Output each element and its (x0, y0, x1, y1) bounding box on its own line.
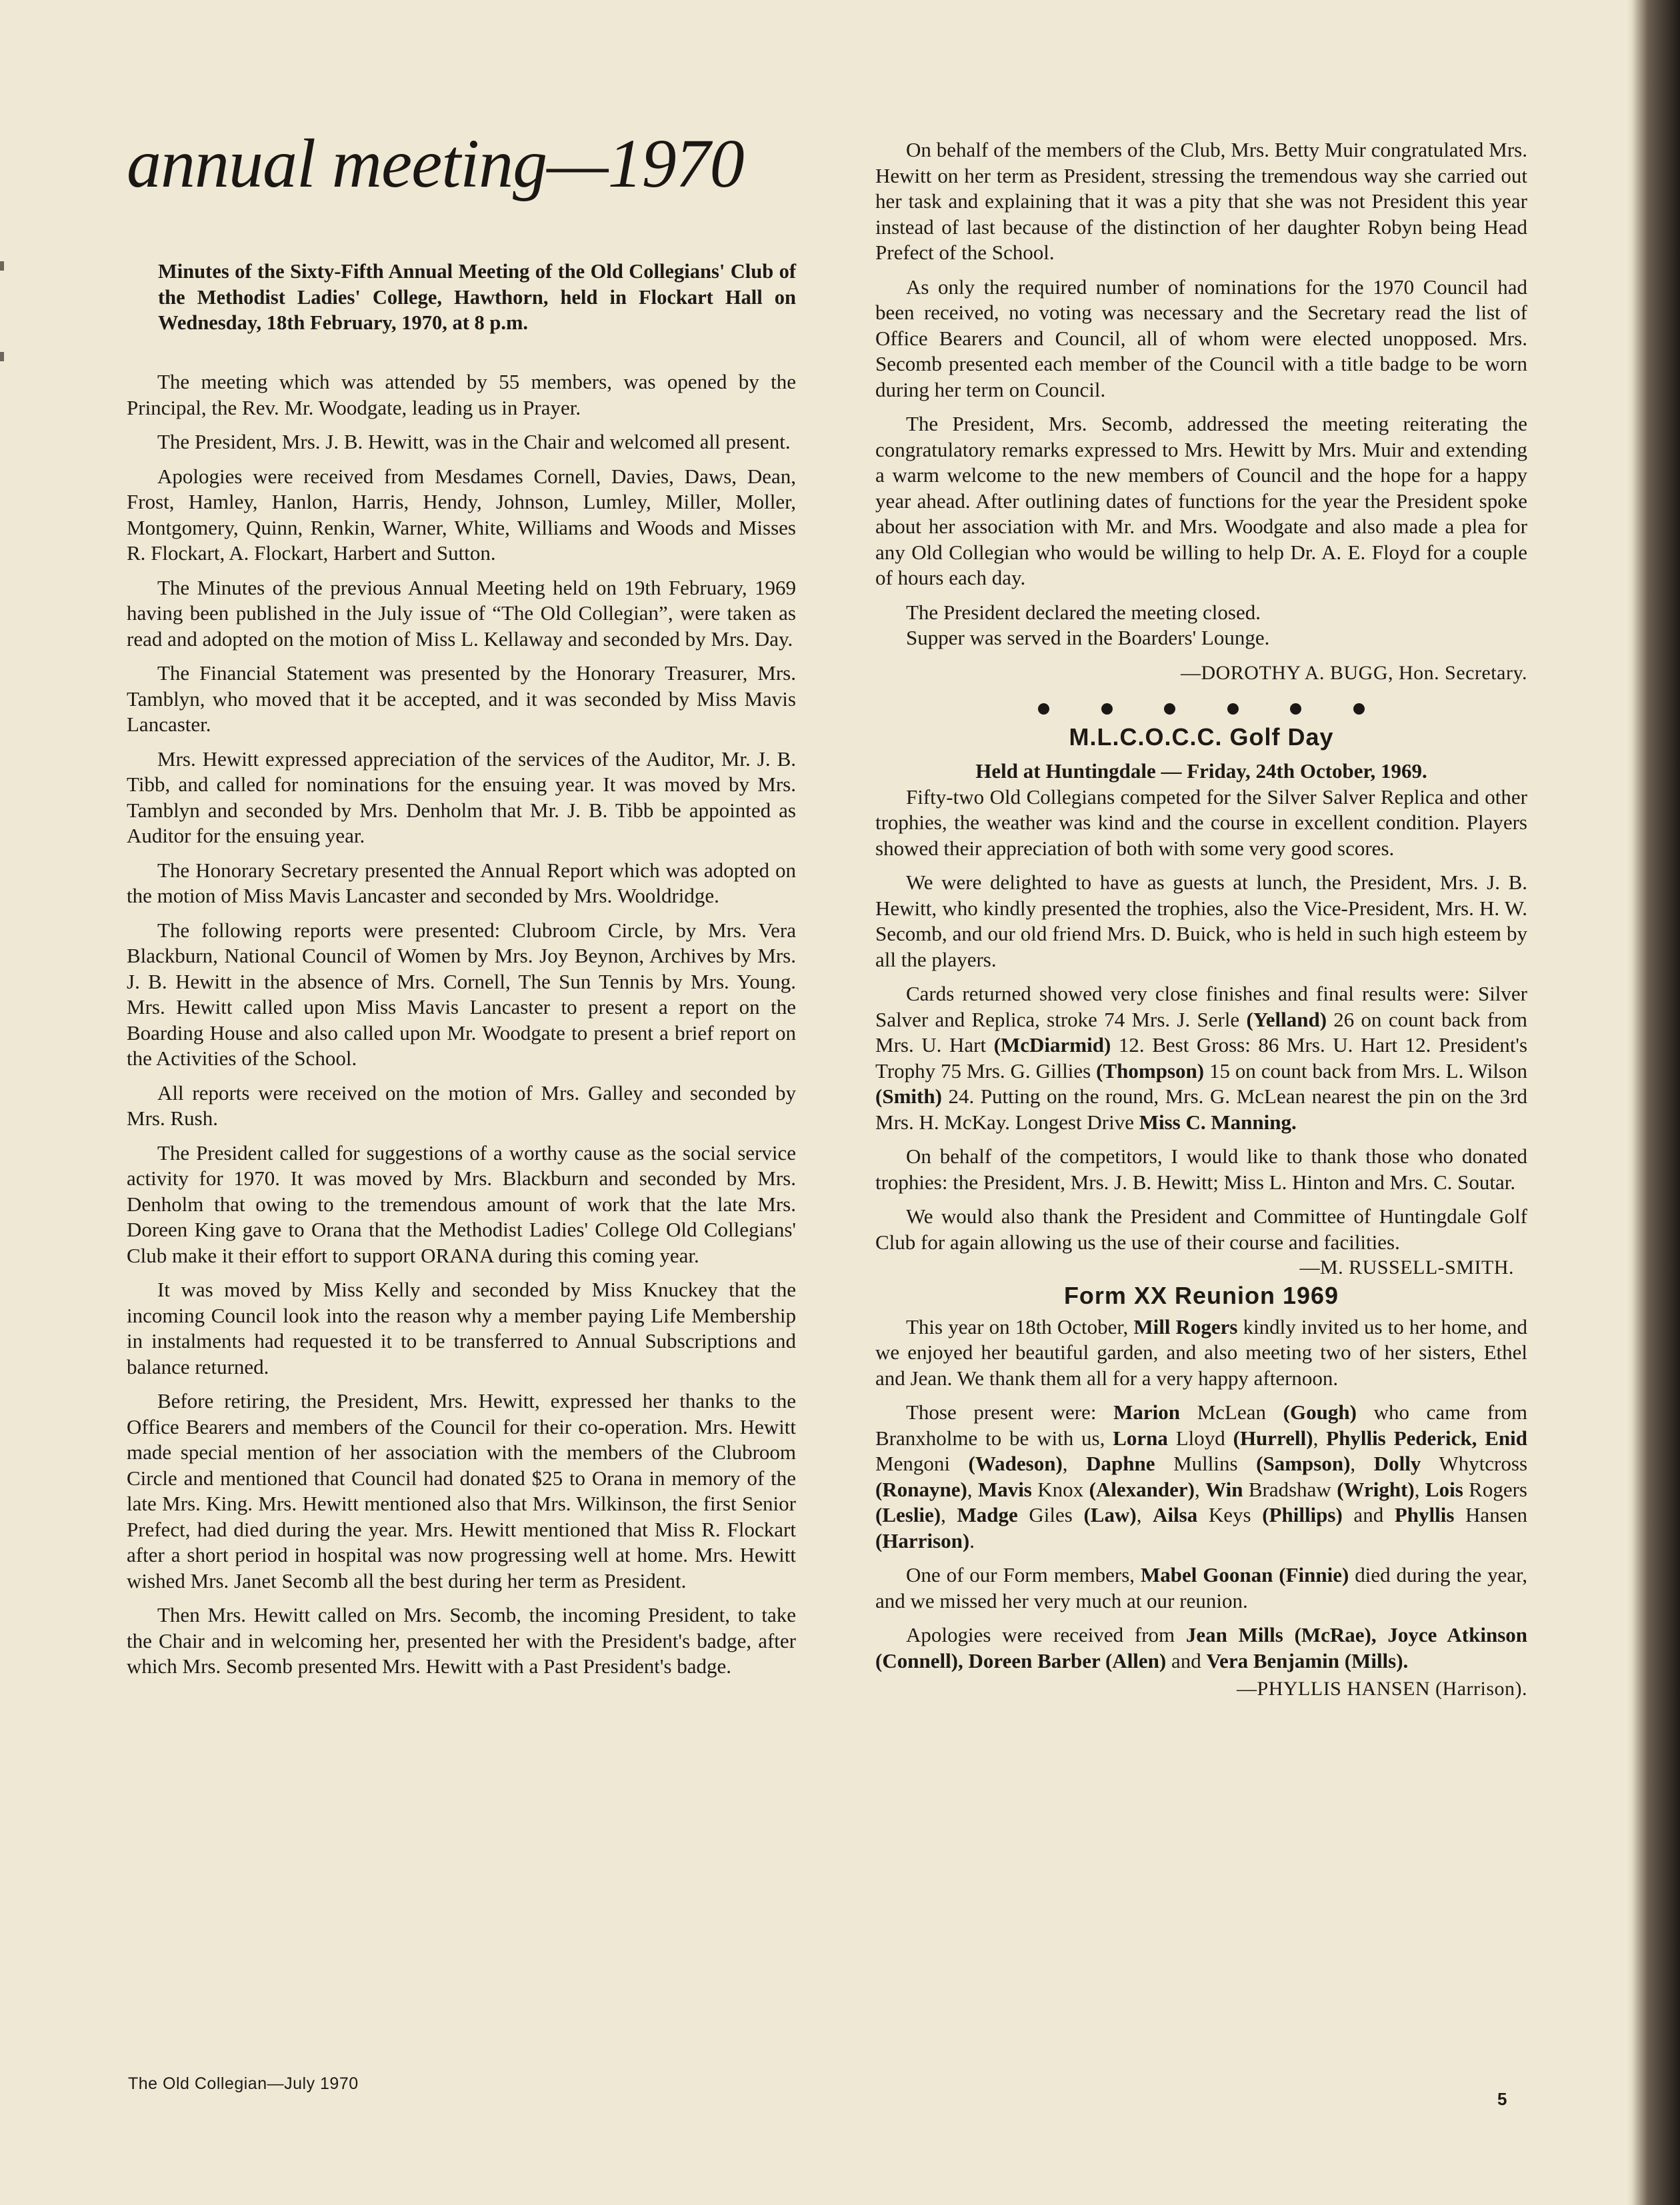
text-run: Jean Mills (McRae), Joyce Atkinson (Connell), Doreen Barber (Allen) (875, 1623, 1527, 1672)
golf-results-paragraph (875, 981, 1527, 1135)
text-run: 24. Putting on the round, Mrs. G. McLean nearest the pin on the 3rd Mrs. H. McKay. Longest Drive (875, 1085, 1527, 1134)
paragraph: The President, Mrs. J. B. Hewitt, was in the Chair and welcomed all present. (157, 430, 791, 453)
paragraph: Mrs. Hewitt expressed appreciation of the services of the Auditor, Mr. J. B. Tibb, and called for nominations for the ensuing year. It was moved by Mrs. Tamblyn and seconded by Mrs. Denholm that Mr. J. B. Tibb be appointed as Auditor for the ensuing year. (127, 747, 796, 847)
text-run: (Smith) (875, 1085, 942, 1108)
page-edge-shadow (1627, 0, 1680, 2205)
text-run: (McDiarmid) (993, 1033, 1111, 1057)
closing-line: The President declared the meeting closed. (906, 600, 1261, 624)
scan-mark (0, 261, 4, 271)
footer-publication: The Old Collegian—July 1970 (128, 2074, 359, 2093)
text-run: One of our Form members, (906, 1563, 1141, 1586)
page-number: 5 (1497, 2089, 1507, 2109)
reunion-apologies-paragraph (875, 1622, 1527, 1674)
separator-dot (1038, 703, 1049, 715)
paragraph: The Minutes of the previous Annual Meeting held on 19th February, 1969 having been published in the July issue of “The Old Collegian”, were taken as read and adopted on the motion of Miss L. Kellaway and seconded by Mrs. Day. (127, 575, 796, 651)
paragraph: The following reports were presented: Clubroom Circle, by Mrs. Vera Blackburn, National Council of Women by Mrs. Joy Beynon, Archives by Mrs. J. B. Hewitt in the absence of Mrs. Cornell, The Sun Tennis by Mrs. Young. Mrs. Hewitt called upon Miss Mavis Lancaster to present a report on the Boarding House and also called upon Mr. Woodgate to present a brief report on the Activities of the School. (127, 918, 796, 1070)
text-run: kindly invited us to her home, and we enjoyed her beautiful garden, and also meeting two of her sisters, Ethel and Jean. We thank them all for a very happy afternoon. (875, 1314, 1528, 1390)
signature: —PHYLLIS HANSEN (Harrison). (1237, 1678, 1527, 1700)
paragraph: Then Mrs. Hewitt called on Mrs. Secomb, the incoming President, to take the Chair and in welcoming her, presented her with the President's badge, after which Mrs. Secomb presented Mrs. Hewitt with a Past President's badge. (127, 1603, 796, 1678)
text-run: Vera Benjamin (Mills). (1206, 1648, 1409, 1672)
paragraph: The President, Mrs. Secomb, addressed the meeting reiterating the congratulatory remarks expressed to Mrs. Hewitt by Mrs. Muir and extending a warm welcome to the new members of Council and the hope for a happy year ahead. After outlining dates of functions for the year the President spoke about her association with Mr. and Mrs. Woodgate and also made a plea for any Old Collegian who would be willing to help Dr. A. E. Floyd for a couple of hours each day. (875, 412, 1527, 589)
text-run: (Thompson) (1096, 1059, 1205, 1083)
paragraph: We were delighted to have as guests at lunch, the President, Mrs. J. B. Hewitt, who kindly presented the trophies, also the Vice-President, Mrs. H. W. Secomb, and our old friend Mrs. D. Buick, who is held in such high esteem by all the players. (875, 871, 1527, 971)
paragraph: We would also thank the President and Committee of Huntingdale Golf Club for again allowing us the use of their course and facilities. (875, 1204, 1527, 1254)
right-column (875, 137, 1527, 1702)
separator-dot (1290, 703, 1301, 715)
paragraph: The meeting which was attended by 55 members, was opened by the Principal, the Rev. Mr. Woodgate, leading us in Prayer. (127, 370, 796, 419)
text-run: This year on 18th October, (906, 1314, 1134, 1338)
reunion-attendees-paragraph (875, 1400, 1527, 1554)
paragraph: Apologies were received from Mesdames Cornell, Davies, Daws, Dean, Frost, Hamley, Hanlon, Harris, Hendy, Johnson, Lumley, Miller, Moller, Montgomery, Quinn, Renkin, Warner, White, Williams and Woods and Misses R. Flockart, A. Flockart, Harbert and Sutton. (127, 464, 796, 565)
text-run: died during the year, and we missed her very much at our reunion. (875, 1563, 1528, 1612)
golf-heading: M.L.C.O.C.C. Golf Day (1069, 723, 1334, 751)
paragraph: The President called for suggestions of a worthy cause as the social service activity for 1970. It was moved by Mrs. Blackburn and seconded by Mrs. Denholm that owing to the tremendous amount of work that the late Mrs. Doreen King gave to Orana that the Methodist Ladies' College Old Collegians' Club make it their effort to support ORANA during this coming year. (127, 1140, 796, 1267)
paragraph: Before retiring, the President, Mrs. Hewitt, expressed her thanks to the Office Bearers and members of the Council for their co-operation. Mrs. Hewitt made special mention of her association with the members of the Clubroom Circle and mentioned that Council had donated $25 to Orana in memory of the late Mrs. King. Mrs. Hewitt mentioned also that Mrs. Wilkinson, the first Senior Prefect, had died during the year. Mrs. Hewitt mentioned that Miss R. Flockart after a short period in hospital was now progressing well at home. Mrs. Hewitt wished Mrs. Janet Secomb all the best during her term as President. (127, 1389, 796, 1592)
text-run: Marion McLean (Gough) who came from Branxholme to be with us, Lorna Lloyd (Hurrell), Phyllis Pederick, Enid Mengoni (Wadeson), Daphne Mullins (Sampson), Dolly Whytcross (Ronayne), Mavis Knox (Alexander), Win Bradshaw (Wright), Lois Rogers (Leslie), Madge Giles (Law), Ailsa Keys (Phillips) and Phyllis Hansen (Harrison). (875, 1400, 1528, 1552)
text-run: 26 on count back from Mrs. U. Hart (875, 1007, 1527, 1057)
closing-line: Supper was served in the Boarders' Lounge. (906, 626, 1270, 649)
paragraph: It was moved by Miss Kelly and seconded by Miss Knuckey that the incoming Council look into the reason why a member paying Life Membership in instalments had requested it to be transferred to Annual Subscriptions and balance returned. (127, 1278, 796, 1378)
reunion-heading: Form XX Reunion 1969 (1063, 1281, 1339, 1309)
paragraph: As only the required number of nominations for the 1970 Council had been received, no voting was necessary and the Secretary read the list of Office Bearers and Council, all of whom were elected unopposed. Mrs. Secomb presented each member of the Council with a title badge to be worn during her term on Council. (875, 275, 1527, 401)
signature: —DOROTHY A. BUGG, Hon. Secretary. (1180, 661, 1527, 684)
separator-dot (1101, 703, 1113, 715)
text-run: Miss C. Manning. (1139, 1110, 1297, 1134)
scan-mark (0, 352, 4, 361)
text-run: 15 on count back from Mrs. L. Wilson (1204, 1059, 1527, 1083)
page-title: annual meeting—1970 (127, 125, 744, 202)
separator-dot (1353, 703, 1365, 715)
text-run: (Yelland) (1246, 1007, 1327, 1031)
reunion-paragraph (875, 1562, 1527, 1614)
left-column (127, 369, 796, 1688)
paragraph: All reports were received on the motion of Mrs. Galley and seconded by Mrs. Rush. (127, 1081, 796, 1130)
text-run: Mill Rogers (1133, 1314, 1238, 1338)
paragraph: The Honorary Secretary presented the Annual Report which was adopted on the motion of Miss Mavis Lancaster and seconded by Mrs. Wooldridge. (127, 858, 796, 907)
text-run: and (1166, 1648, 1207, 1672)
paragraph: The Financial Statement was presented by the Honorary Treasurer, Mrs. Tamblyn, who moved that it be accepted, and it was seconded by Miss Mavis Lancaster. (127, 661, 796, 736)
text-run: Apologies were received from (906, 1623, 1186, 1646)
separator-dot (1164, 703, 1175, 715)
signature: —M. RUSSELL-SMITH. (1299, 1256, 1514, 1278)
paragraph: On behalf of the competitors, I would like to thank those who donated trophies: the President, Mrs. J. B. Hewitt; Miss L. Hinton and Mrs. C. Soutar. (875, 1144, 1527, 1194)
text-run: 12. Best Gross: 86 Mrs. U. Hart 12. President's Trophy 75 Mrs. G. Gillies (875, 1033, 1528, 1083)
text-run: Cards returned showed very close finishes and final results were: Silver Salver and Replica, stroke 74 Mrs. J. Serle (875, 982, 1527, 1031)
intro-paragraph: Minutes of the Sixty-Fifth Annual Meeting of the Old Collegians' Club of the Methodist Ladies' College, Hawthorn, held in Flockart Hall on Wednesday, 18th February, 1970, at 8 p.m. (158, 260, 796, 334)
paragraph: On behalf of the members of the Club, Mrs. Betty Muir congratulated Mrs. Hewitt on her term as President, stressing the tremendous way she carried out her task and explaining that it was a pity that she was not President this year instead of last because of the distinction of her daughter Robyn being Head Prefect of the School. (875, 138, 1527, 264)
paragraph: Fifty-two Old Collegians competed for the Silver Salver Replica and other trophies, the weather was kind and the course in excellent condition. Players showed their appreciation of both with some very good scores. (875, 785, 1527, 860)
reunion-paragraph (875, 1314, 1527, 1392)
section-separator (1038, 703, 1365, 715)
separator-dot (1227, 703, 1239, 715)
text-run: Mabel Goonan (Finnie) (1140, 1563, 1349, 1586)
text-run: Those present were: (906, 1400, 1114, 1424)
golf-subheading: Held at Huntingdale — Friday, 24th October, 1969. (975, 759, 1427, 783)
